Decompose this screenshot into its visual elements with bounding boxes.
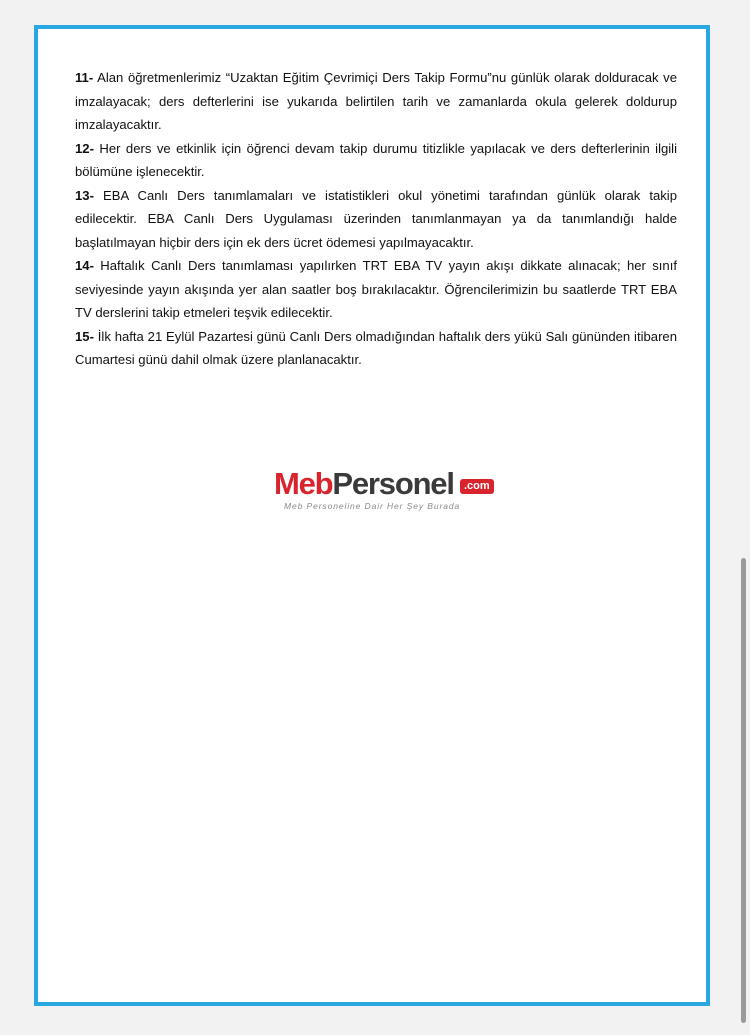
list-item-12 bbox=[75, 137, 677, 184]
item-text: EBA Canlı Ders tanımlamaları ve istatistikleri okul yönetimi tarafından günlük olarak takip edilecektir. EBA Canlı Ders Uygulaması üzerinden tanımlanmayan ya da tanımlandığı halde başlatılmayan hiçbir ders için ek ders ücret ödemesi yapılmayacaktır. bbox=[75, 187, 677, 250]
item-number: 12- bbox=[75, 140, 94, 156]
item-number: 13- bbox=[75, 187, 94, 203]
logo-com-badge: .com bbox=[460, 479, 494, 494]
list-item-15 bbox=[75, 325, 677, 372]
logo-tagline: Meb Personeline Dair Her Şey Burada bbox=[284, 501, 461, 511]
document-page bbox=[34, 25, 710, 1006]
item-text: Haftalık Canlı Ders tanımlaması yapılırken TRT EBA TV yayın akışı dikkate alınacak; her sınıf seviyesinde yayın akışında yer alan saatler boş bırakılacaktır. Öğrencilerimizin bu saatlerde TRT EBA TV derslerini takip etmeleri teşvik edilecektir. bbox=[75, 258, 677, 320]
list-item-13 bbox=[75, 184, 677, 255]
document-body bbox=[75, 66, 677, 372]
logo-personel: Personel bbox=[332, 466, 454, 501]
item-number: 11- bbox=[75, 70, 94, 85]
list-item-14 bbox=[75, 254, 677, 325]
item-text: Her ders ve etkinlik için öğrenci devam takip durumu titizlikle yapılacak ve ders defterlerinin ilgili bölümüne işlenecektir. bbox=[75, 140, 677, 179]
vertical-scrollbar[interactable] bbox=[741, 558, 746, 1023]
item-number: 15- bbox=[75, 328, 94, 344]
logo-wordmark bbox=[274, 465, 454, 503]
item-text: Alan öğretmenlerimiz “Uzaktan Eğitim Çevrimiçi Ders Takip Formu”nu günlük olarak dolduracak ve imzalayacak; ders defterlerini ise yukarıda belirtilen tarih ve zamanlarda okula gelerek doldurup imzalayacaktır. bbox=[75, 70, 677, 132]
item-number: 14- bbox=[75, 258, 94, 273]
list-item-11 bbox=[75, 66, 677, 137]
item-text: İlk hafta 21 Eylül Pazartesi günü Canlı Ders olmadığından haftalık ders yükü Salı gününden itibaren Cumartesi günü dahil olmak üzere planlanacaktır. bbox=[75, 328, 677, 367]
logo-meb: Meb bbox=[274, 466, 333, 501]
mebpersonel-logo bbox=[274, 465, 504, 515]
